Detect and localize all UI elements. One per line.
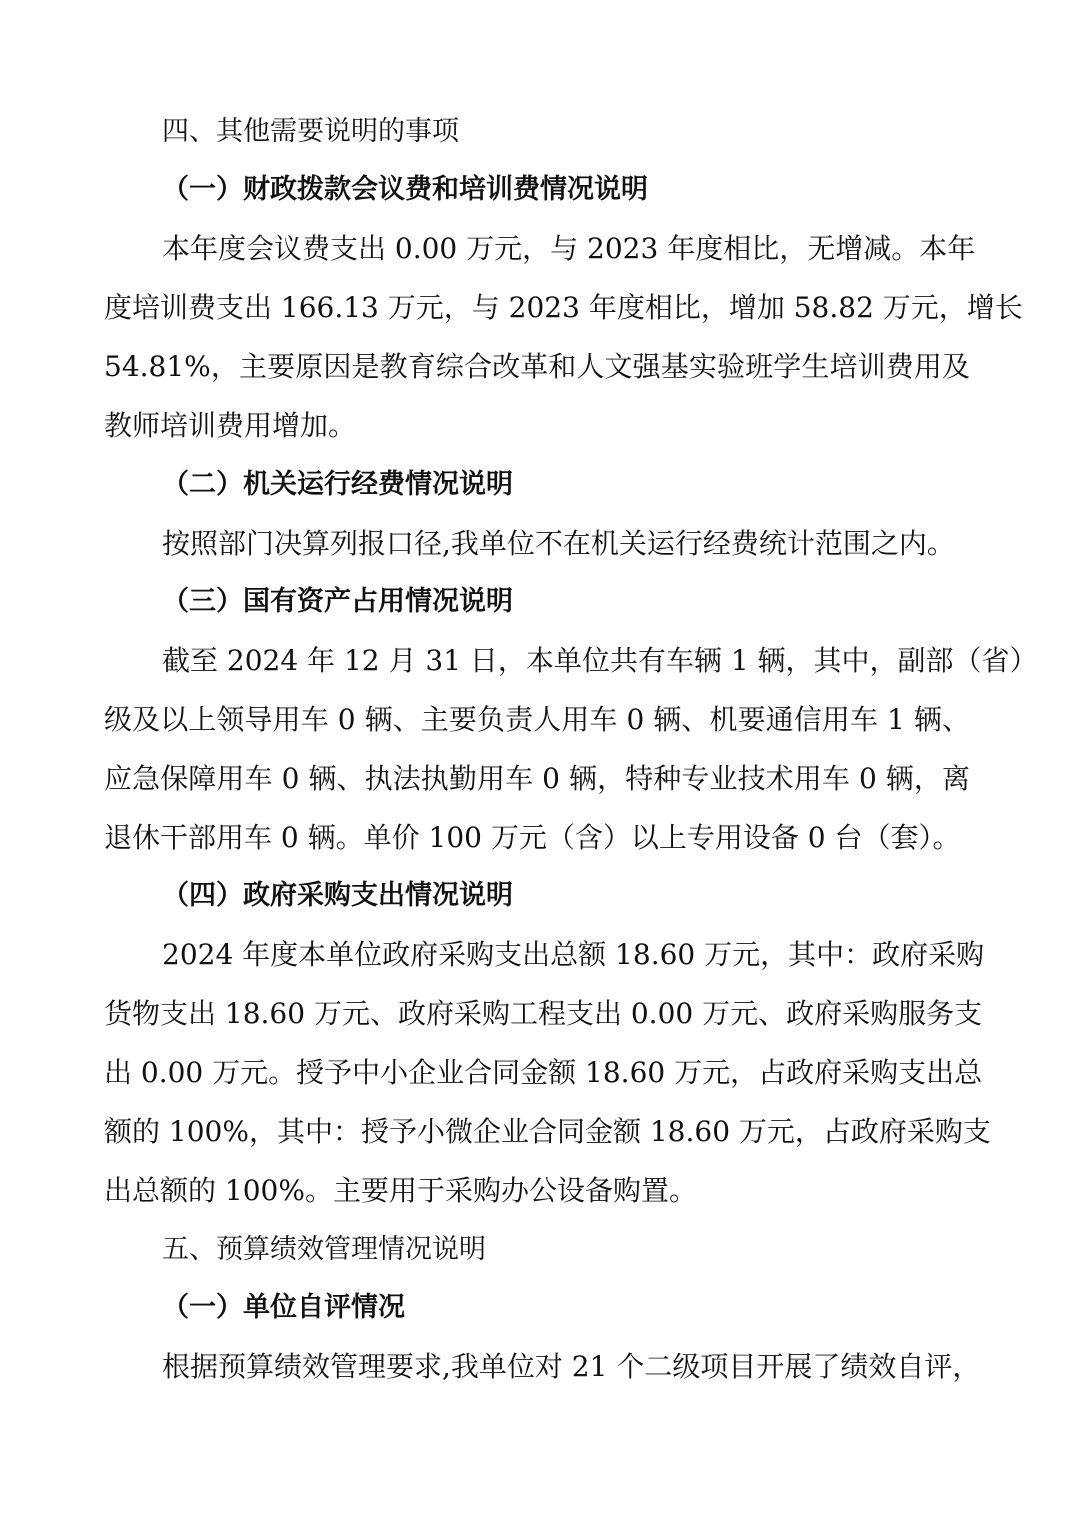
subheading-government-procurement: （四）政府采购支出情况说明 xyxy=(162,880,513,911)
section-heading-performance-management: 五、预算绩效管理情况说明 xyxy=(162,1234,486,1265)
paragraph-line: 额的 100%，其中：授予小微企业合同金额 18.60 万元，占政府采购支 xyxy=(104,1115,991,1148)
paragraph-line: 54.81%，主要原因是教育综合改革和人文强基实验班学生培训费用及 xyxy=(104,350,970,383)
paragraph-line: 本年度会议费支出 0.00 万元，与 2023 年度相比，无增减。本年 xyxy=(162,232,976,265)
subheading-self-evaluation: （一）单位自评情况 xyxy=(162,1292,405,1323)
paragraph-line: 货物支出 18.60 万元、政府采购工程支出 0.00 万元、政府采购服务支 xyxy=(104,997,983,1030)
paragraph-line: 教师培训费用增加。 xyxy=(104,409,357,442)
paragraph-line: 级及以上领导用车 0 辆、主要负责人用车 0 辆、机要通信用车 1 辆、 xyxy=(104,703,970,736)
paragraph-line: 截至 2024 年 12 月 31 日，本单位共有车辆 1 辆，其中，副部（省） xyxy=(162,644,1038,677)
subheading-meeting-training-fees: （一）财政拨款会议费和培训费情况说明 xyxy=(162,174,648,205)
paragraph-line: 出总额的 100%。主要用于采购办公设备购置。 xyxy=(104,1174,697,1207)
subheading-state-assets: （三）国有资产占用情况说明 xyxy=(162,586,513,617)
paragraph-line: 出 0.00 万元。授予中小企业合同金额 18.60 万元，占政府采购支出总 xyxy=(104,1056,983,1089)
paragraph-line: 应急保障用车 0 辆、执法执勤用车 0 辆，特种专业技术用车 0 辆，离 xyxy=(104,762,970,795)
paragraph-line: 根据预算绩效管理要求,我单位对 21 个二级项目开展了绩效自评， xyxy=(162,1350,981,1383)
paragraph-line: 按照部门决算列报口径,我单位不在机关运行经费统计范围之内。 xyxy=(162,527,955,560)
section-heading-other-matters: 四、其他需要说明的事项 xyxy=(162,116,459,147)
subheading-operating-expenses: （二）机关运行经费情况说明 xyxy=(162,469,513,500)
paragraph-line: 度培训费支出 166.13 万元，与 2023 年度相比，增加 58.82 万元，增长 xyxy=(104,291,1023,324)
paragraph-line: 2024 年度本单位政府采购支出总额 18.60 万元，其中：政府采购 xyxy=(162,938,985,971)
paragraph-line: 退休干部用车 0 辆。单价 100 万元（含）以上专用设备 0 台（套）。 xyxy=(104,821,961,854)
